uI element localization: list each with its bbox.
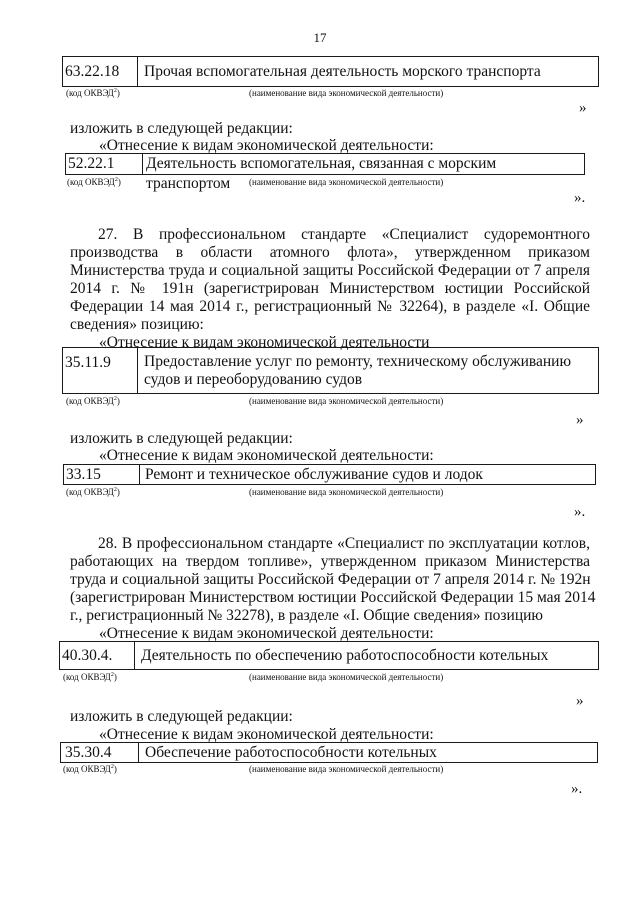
activity-name: Деятельность по обеспечению работоспособности котельных: [141, 647, 549, 664]
closing-quote: »: [576, 693, 584, 709]
paragraph-line: 2014 г. № 191н (зарегистрирован Министерством юстиции Российской: [70, 280, 590, 297]
activity-name: Обеспечение работоспособности котельных: [145, 744, 437, 761]
okved-code: 63.22.18: [63, 57, 138, 86]
activity-name-line: Предоставление услуг по ремонту, техническому обслуживанию: [144, 353, 572, 370]
okved-code: 35.30.4: [61, 743, 139, 762]
activity-name-caption: (наименование вида экономической деятельности): [249, 487, 444, 497]
paragraph-line: (зарегистрирован Министерством юстиции Российской Федерации 15 мая 2014: [70, 589, 596, 606]
activity-name: Ремонт и техническое обслуживание судов и лодок: [145, 466, 483, 483]
paragraph-line: труда и социальной защиты Российской Федерации от 7 апреля 2014 г. № 192н: [70, 571, 591, 588]
activity-name-caption: (наименование вида экономической деятельности): [249, 177, 444, 187]
okved-code-caption: (код ОКВЭД$^2$): [66, 487, 120, 497]
closing-quote-period: ».: [571, 781, 583, 797]
paragraph-line: Федерации 14 мая 2014 г., регистрационный № 32264), в разделе «I. Общие: [70, 298, 590, 315]
paragraph-line: г., регистрационный № 32278), в разделе «I. Общие сведения» позицию: [70, 607, 543, 624]
paragraph-28: [70, 535, 596, 625]
page-number: 17: [313, 30, 327, 45]
okved-heading: «Отнесение к видам экономической деятельности:: [99, 625, 434, 642]
paragraph-27: [70, 226, 590, 334]
closing-quote: »: [579, 100, 587, 116]
edit-lead: изложить в следующей редакции:: [70, 120, 293, 137]
okved-code: 52.22.1: [66, 154, 143, 174]
okved-heading: «Отнесение к видам экономической деятельности:: [99, 726, 434, 743]
closing-quote-period: ».: [574, 504, 586, 520]
closing-quote: »: [576, 412, 584, 428]
okved-table-old-35: [62, 347, 599, 394]
paragraph-line: работающих на твердом топливе», утвержденном приказом Министерства: [70, 553, 590, 570]
activity-name: [138, 353, 598, 393]
activity-name-caption: (наименование вида экономической деятельности): [249, 672, 444, 682]
activity-name-caption: (наименование вида экономической деятельности): [249, 764, 444, 774]
edit-lead: изложить в следующей редакции:: [70, 430, 293, 447]
edit-lead: изложить в следующей редакции:: [70, 708, 293, 725]
paragraph-line: Министерства труда и социальной защиты Российской Федерации от 7 апреля: [70, 262, 590, 279]
okved-heading: «Отнесение к видам экономической деятельности:: [99, 447, 434, 464]
paragraph-line: сведения» позицию:: [70, 316, 204, 333]
okved-code-caption: (код ОКВЭД$^2$): [66, 88, 120, 98]
okved-table-new-33: [63, 464, 596, 485]
okved-table-old-40: [59, 641, 599, 670]
activity-name: Прочая вспомогательная деятельность морского транспорта: [144, 63, 541, 80]
okved-code-caption: (код ОКВЭД$^2$): [63, 764, 117, 774]
okved-code-caption: (код ОКВЭД$^2$): [63, 672, 117, 682]
activity-name-line: судов и переоборудованию судов: [144, 371, 363, 388]
okved-code: 35.11.9: [63, 348, 138, 393]
closing-quote-period: ».: [574, 190, 586, 206]
paragraph-line: 27. В профессиональном стандарте «Специалист судоремонтного: [98, 226, 590, 243]
paragraph-line: 28. В профессиональном стандарте «Специалист по эксплуатации котлов,: [98, 535, 590, 552]
okved-table-old-63: [62, 56, 599, 87]
okved-code: 40.30.4.: [60, 642, 135, 669]
paragraph-line: производства в области атомного флота», утвержденном приказом: [70, 244, 590, 261]
okved-table-new-35: [60, 742, 598, 763]
okved-code: 33.15: [64, 465, 140, 484]
activity-name-caption: (наименование вида экономической деятельности): [249, 396, 444, 406]
okved-code-caption: (код ОКВЭД$^2$): [67, 177, 121, 187]
okved-code-caption: (код ОКВЭД$^2$): [66, 396, 120, 406]
activity-name-caption: (наименование вида экономической деятельности): [249, 88, 444, 98]
okved-heading: «Отнесение к видам экономической деятельности:: [99, 137, 434, 154]
okved-heading: «Отнесение к видам экономической деятельности: [99, 334, 430, 351]
activity-name: Деятельность вспомогательная, связанная с морским транспортом: [146, 155, 497, 192]
